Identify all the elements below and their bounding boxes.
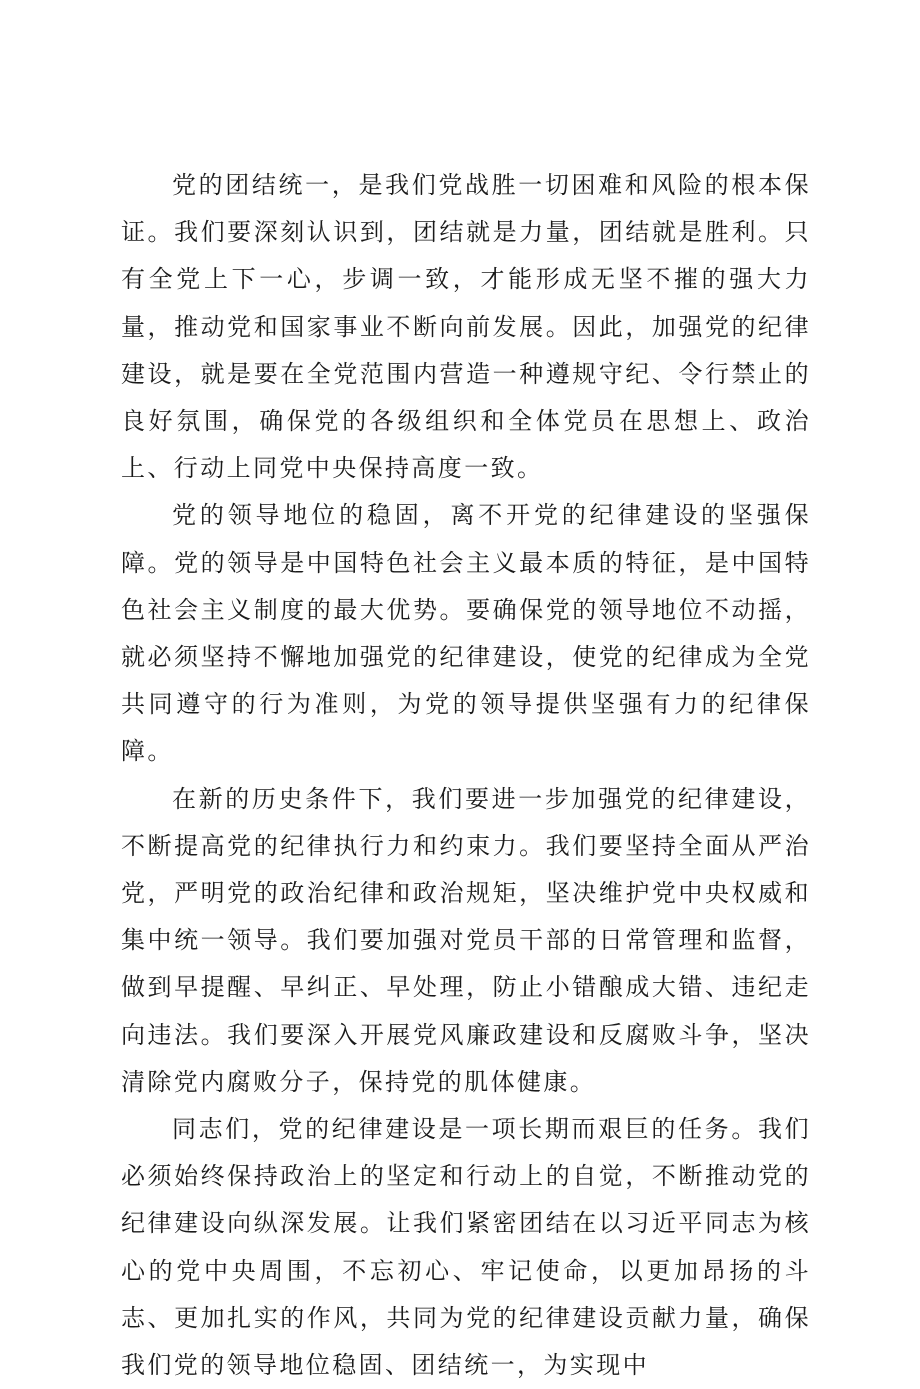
paragraph-new-conditions: 在新的历史条件下，我们要进一步加强党的纪律建设，不断提高党的纪律执行力和约束力。我们要坚持全面从严治党，严明党的政治纪律和政治规矩，坚决维护党中央权威和集中统一领导。我们要加强对党员干部的日常管理和监督，做到早提醒、早纠正、早处理，防止小错酿成大错、违纪走向违法。我们要深入开展党风廉政建设和反腐败斗争，坚决清除党内腐败分子，保持党的肌体健康。 bbox=[121, 784, 811, 1096]
paragraph-comrades: 同志们，党的纪律建设是一项长期而艰巨的任务。我们必须始终保持政治上的坚定和行动上的自觉，不断推动党的纪律建设向纵深发展。让我们紧密团结在以习近平同志为核心的党中央周围，不忘初心、牢记使命，以更加昂扬的斗志、更加扎实的作风，共同为党的纪律建设贡献力量，确保我们党的领导地位稳固、团结统一，为实现中 bbox=[121, 1115, 811, 1380]
paragraph-leadership: 党的领导地位的稳固，离不开党的纪律建设的坚强保障。党的领导是中国特色社会主义最本质的特征，是中国特色社会主义制度的最大优势。要确保党的领导地位不动摇，就必须坚持不懈地加强党的纪律建设，使党的纪律成为全党共同遵守的行为准则，为党的领导提供坚强有力的纪律保障。 bbox=[121, 501, 811, 766]
paragraph-unity: 党的团结统一，是我们党战胜一切困难和风险的根本保证。我们要深刻认识到，团结就是力量，团结就是胜利。只有全党上下一心，步调一致，才能形成无坚不摧的强大力量，推动党和国家事业不断向前发展。因此，加强党的纪律建设，就是要在全党范围内营造一种遵规守纪、令行禁止的良好氛围，确保党的各级组织和全体党员在思想上、政治上、行动上同党中央保持高度一致。 bbox=[121, 171, 811, 483]
document-body bbox=[121, 162, 811, 1389]
